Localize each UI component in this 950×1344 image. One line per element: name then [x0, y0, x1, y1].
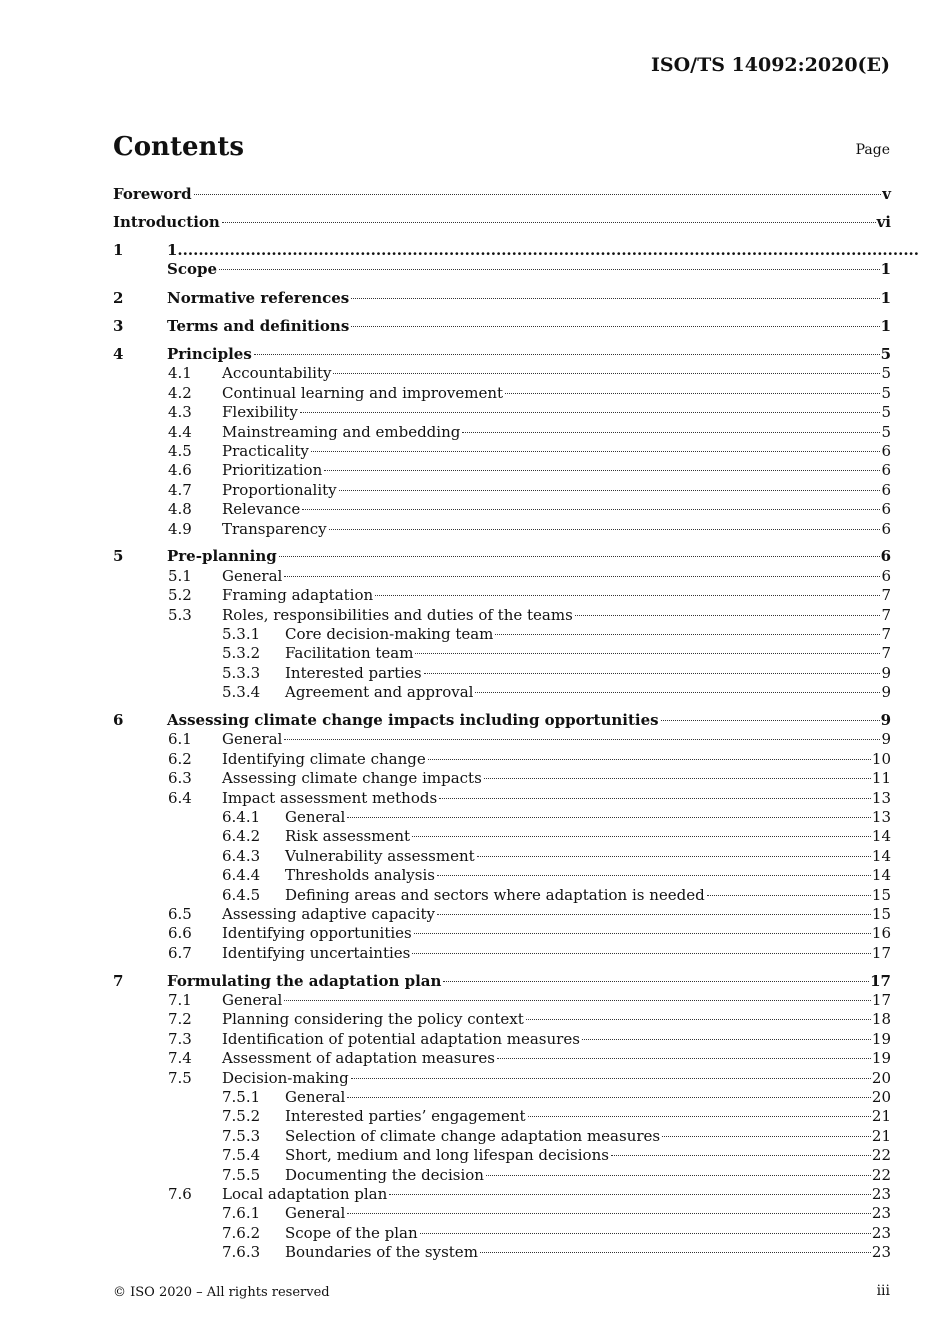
- toc-entry-title: Introduction: [113, 212, 220, 231]
- toc-entry-page: 9: [881, 663, 891, 682]
- toc-entry-page: 23: [871, 1243, 891, 1262]
- toc-entry-title: Local adaptation plan: [222, 1184, 388, 1203]
- toc-entry[interactable]: [113, 1146, 891, 1165]
- dot-leader: [389, 1193, 871, 1195]
- toc-entry-page: 19: [871, 1029, 891, 1048]
- dot-leader: [505, 392, 880, 394]
- toc-entry[interactable]: [113, 1030, 891, 1049]
- toc-entry[interactable]: [113, 924, 891, 943]
- toc-entry-number: 6.3: [168, 769, 192, 788]
- toc-entry[interactable]: [113, 1224, 891, 1243]
- toc-entry-number: 5.3.3: [222, 663, 261, 682]
- toc-entry-number: 6.6: [168, 924, 192, 943]
- toc-entry-title: Prioritization: [222, 461, 323, 480]
- toc-entry-page: 13: [871, 808, 891, 827]
- toc-entry-page: 9: [880, 711, 891, 730]
- toc-entry-number: 7.6: [168, 1184, 192, 1203]
- toc-entry-number: 7.5.5: [222, 1165, 261, 1184]
- toc-entry-title: Transparency: [222, 519, 327, 538]
- dot-leader: [526, 1018, 871, 1020]
- toc-entry[interactable]: [113, 1185, 891, 1204]
- toc-entry-page: 23: [871, 1184, 891, 1203]
- toc-entry-page: 23: [871, 1223, 891, 1242]
- document-code: ISO/TS 14092:2020(E): [650, 54, 890, 76]
- toc-entry-title: Documenting the decision: [285, 1165, 484, 1184]
- toc-entry-page: 22: [871, 1165, 891, 1184]
- toc-entry-number: 4.1: [168, 364, 192, 383]
- dot-leader: [347, 816, 871, 818]
- toc-entry[interactable]: [113, 317, 891, 336]
- toc-entry[interactable]: [113, 664, 891, 683]
- dot-leader: [351, 297, 879, 299]
- dot-leader: [437, 874, 871, 876]
- toc-entry-page: 6: [881, 519, 891, 538]
- toc-entry[interactable]: [113, 1107, 891, 1126]
- toc-entry-title: Roles, responsibilities and duties of the teams: [222, 605, 573, 624]
- toc-entry[interactable]: [113, 991, 891, 1010]
- toc-entry-number: 7.4: [168, 1049, 192, 1068]
- toc-entry[interactable]: [113, 972, 891, 991]
- toc-entry-title: Impact assessment methods: [222, 788, 438, 807]
- toc-entry-page: 6: [881, 442, 891, 461]
- toc-entry-title: Facilitation team: [285, 644, 414, 663]
- dot-leader: [428, 758, 871, 760]
- toc-entry-page: 10: [871, 749, 891, 768]
- toc-entry-number: 4.8: [168, 500, 192, 519]
- footer-copyright: © ISO 2020 – All rights reserved: [113, 1285, 330, 1300]
- page-column-label: Page: [855, 142, 890, 158]
- toc-entry[interactable]: [113, 789, 891, 808]
- dot-leader: [302, 508, 880, 510]
- toc-entry-page: vi: [876, 212, 891, 231]
- toc-entry-page: 17: [871, 943, 891, 962]
- toc-entry-page: 20: [871, 1068, 891, 1087]
- toc-entry-title: Thresholds analysis: [285, 866, 435, 885]
- toc-entry[interactable]: [113, 808, 891, 827]
- dot-leader: [707, 894, 871, 896]
- dot-leader: [611, 1154, 871, 1156]
- toc-entry-number: 6.4: [168, 788, 192, 807]
- dot-leader: [284, 575, 880, 577]
- toc-entry-title: Identifying uncertainties: [222, 943, 411, 962]
- toc-entry-title: Flexibility: [222, 403, 298, 422]
- dot-leader: [329, 528, 881, 530]
- dot-leader: [443, 980, 869, 982]
- toc-entry-title: Identifying climate change: [222, 749, 426, 768]
- dot-leader: [351, 1077, 871, 1079]
- toc-entry-page: 1: [880, 317, 891, 336]
- toc-entry[interactable]: [113, 644, 891, 663]
- toc-entry[interactable]: [113, 944, 891, 963]
- dot-leader: [412, 952, 871, 954]
- toc-entry[interactable]: [113, 500, 891, 519]
- toc-entry[interactable]: [113, 1243, 891, 1262]
- toc-entry[interactable]: [113, 345, 891, 364]
- dot-leader: [462, 431, 880, 433]
- toc-entry-title: Continual learning and improvement: [222, 383, 504, 402]
- footer-page-number: iii: [876, 1283, 890, 1299]
- toc-entry-number: 5.2: [168, 586, 192, 605]
- toc-entry[interactable]: [113, 1088, 891, 1107]
- toc-entry[interactable]: [113, 586, 891, 605]
- toc-entry-page: 23: [871, 1204, 891, 1223]
- toc-entry-page: 21: [871, 1126, 891, 1145]
- dot-leader: [194, 193, 882, 195]
- toc-entry-title: General: [285, 808, 346, 827]
- dot-leader: [582, 1038, 871, 1040]
- toc-entry-number: 4.6: [168, 461, 192, 480]
- toc-entry-page: 1: [880, 260, 891, 279]
- toc-entry[interactable]: [113, 730, 891, 749]
- toc-entry-page: 6: [881, 461, 891, 480]
- toc-entry-page: 7: [881, 586, 891, 605]
- toc-entry-page: 1: [880, 289, 891, 308]
- toc-entry-page: 5: [881, 364, 891, 383]
- dot-leader: [222, 221, 876, 223]
- toc-entry[interactable]: [113, 423, 891, 442]
- toc-entry-title: Pre-planning: [167, 547, 277, 566]
- toc-entry-page: 22: [871, 1146, 891, 1165]
- toc-entry-page: 6: [881, 480, 891, 499]
- toc-entry-title: Assessment of adaptation measures: [222, 1049, 495, 1068]
- toc-entry-title: Foreword: [113, 185, 192, 203]
- toc-entry-number: 5.3.4: [222, 683, 261, 702]
- toc-entry-number: 7.3: [168, 1029, 192, 1048]
- toc-entry[interactable]: [113, 567, 891, 586]
- toc-entry-title: Vulnerability assessment: [285, 846, 475, 865]
- toc-entry-foreword[interactable]: [113, 185, 891, 204]
- toc-entry-page: 14: [871, 827, 891, 846]
- dot-leader: [484, 777, 871, 779]
- toc-entry[interactable]: [113, 1204, 891, 1223]
- toc-entry-title: Scope of the plan: [285, 1223, 418, 1242]
- dot-leader: [254, 353, 880, 355]
- dot-leader: [486, 1174, 871, 1176]
- toc-entry-number: 5.3: [168, 605, 192, 624]
- toc-entry-number: 2: [113, 289, 124, 308]
- dot-leader: [475, 691, 880, 693]
- toc-entry-number: 4.9: [168, 519, 192, 538]
- toc-entry[interactable]: [113, 384, 891, 403]
- dot-leader: [497, 1057, 871, 1059]
- toc-entry[interactable]: [113, 461, 891, 480]
- toc-entry[interactable]: [113, 905, 891, 924]
- toc-entry-title: Normative references: [167, 289, 350, 308]
- toc-entry-number: 4.2: [168, 383, 192, 402]
- toc-entry-number: 5.1: [168, 566, 192, 585]
- toc-entry-title: Selection of climate change adaptation measures: [285, 1126, 661, 1145]
- toc-entry-title: Terms and definitions: [167, 317, 350, 336]
- toc-entry-title: General: [222, 991, 283, 1010]
- toc-entry-title: Risk assessment: [285, 827, 411, 846]
- toc-entry-number: 4: [113, 345, 124, 364]
- toc-entry[interactable]: [113, 403, 891, 422]
- toc-entry[interactable]: [113, 481, 891, 500]
- toc-entry-page: 6: [881, 566, 891, 585]
- toc-entry[interactable]: [113, 886, 891, 905]
- toc-entry-page: 16: [871, 924, 891, 943]
- toc-entry-number: 6.4.2: [222, 827, 261, 846]
- toc-entry-number: 4.5: [168, 442, 192, 461]
- toc-entry-page: 11: [871, 769, 891, 788]
- dot-leader: [311, 450, 881, 452]
- toc-entry-number: 7.5.3: [222, 1126, 261, 1145]
- toc-entry-page: 5: [881, 403, 891, 422]
- toc-entry[interactable]: [113, 1010, 891, 1029]
- toc-entry-title: Assessing adaptive capacity: [222, 905, 435, 923]
- toc-entry-number: 7: [113, 971, 124, 990]
- toc-entry-page: 6: [880, 547, 891, 566]
- toc-entry-title: Identification of potential adaptation measures: [222, 1029, 580, 1048]
- toc-entry-dotted-line: 1..............................................................................................................................................: [167, 240, 919, 259]
- dot-leader: [480, 1251, 871, 1253]
- dot-leader: [495, 633, 880, 635]
- toc-entry-title: Scope: [167, 260, 218, 279]
- dot-leader: [575, 614, 881, 616]
- toc-entry-number: 5.3.1: [222, 625, 261, 644]
- toc-entry-number: 1: [113, 240, 124, 259]
- toc-entry[interactable]: [113, 364, 891, 383]
- toc-entry-number: 6.5: [168, 905, 192, 923]
- table-of-contents: [113, 185, 919, 1263]
- toc-entry[interactable]: [113, 1069, 891, 1088]
- toc-entry-title: Formulating the adaptation plan: [167, 971, 442, 990]
- toc-entry-number: 6.7: [168, 943, 192, 962]
- toc-entry[interactable]: [113, 625, 891, 644]
- toc-entry-title: Interested parties: [285, 663, 422, 682]
- dot-leader: [333, 372, 880, 374]
- toc-entry-introduction[interactable]: [113, 213, 891, 232]
- toc-entry-title: General: [222, 730, 283, 749]
- toc-entry-title: Assessing climate change impacts: [222, 769, 482, 788]
- toc-entry[interactable]: [113, 827, 891, 846]
- toc-entry-title: General: [285, 1204, 346, 1223]
- toc-entry-number: 6.2: [168, 749, 192, 768]
- toc-entry[interactable]: [113, 606, 891, 625]
- toc-entry-number: 7.6.3: [222, 1243, 261, 1262]
- toc-entry-scope[interactable]: [113, 240, 919, 281]
- toc-entry-title: General: [222, 566, 283, 585]
- toc-entry-page: 21: [871, 1107, 891, 1126]
- toc-entry-title: Decision-making: [222, 1068, 349, 1087]
- toc-entry-title: Accountability: [222, 364, 332, 383]
- toc-entry-number: 7.6.1: [222, 1204, 261, 1223]
- toc-entry[interactable]: [113, 711, 891, 730]
- dot-leader: [279, 555, 880, 557]
- toc-entry[interactable]: [113, 1127, 891, 1146]
- toc-entry-page: 9: [881, 683, 891, 702]
- toc-entry-page: 5: [880, 345, 891, 364]
- toc-entry-title: Interested parties’ engagement: [285, 1107, 526, 1126]
- toc-entry-number: 5.3.2: [222, 644, 261, 663]
- toc-entry-page: 18: [871, 1010, 891, 1029]
- toc-entry[interactable]: [113, 442, 891, 461]
- dot-leader: [412, 835, 871, 837]
- toc-entry-number: 4.3: [168, 403, 192, 422]
- dot-leader: [661, 719, 880, 721]
- toc-entry-page: 15: [871, 885, 891, 904]
- toc-entry[interactable]: [113, 289, 891, 308]
- toc-entry-title: Assessing climate change impacts including opportunities: [167, 711, 659, 730]
- toc-entry-number: 7.5.2: [222, 1107, 261, 1126]
- dot-leader: [424, 672, 881, 674]
- toc-entry[interactable]: [113, 520, 891, 539]
- toc-entry-page: 15: [871, 905, 891, 923]
- dot-leader: [420, 1232, 871, 1234]
- dot-leader: [528, 1115, 871, 1117]
- toc-entry-title: General: [285, 1088, 346, 1107]
- toc-entry-page: 7: [881, 644, 891, 663]
- dot-leader: [219, 268, 880, 270]
- toc-entry-number: 6.4.3: [222, 846, 261, 865]
- toc-entry-page: 13: [871, 788, 891, 807]
- dot-leader: [284, 999, 871, 1001]
- toc-entry-title: Boundaries of the system: [285, 1243, 478, 1262]
- dot-leader: [347, 1096, 871, 1098]
- toc-entry-number: 7.5.1: [222, 1088, 261, 1107]
- toc-entry-page: 9: [881, 730, 891, 749]
- dot-leader: [339, 489, 881, 491]
- toc-entry-page: 17: [870, 971, 891, 990]
- toc-entry-title: Short, medium and long lifespan decisions: [285, 1146, 609, 1165]
- toc-entry-page: 14: [871, 846, 891, 865]
- toc-entry-title: Core decision-making team: [285, 625, 494, 644]
- toc-entry-number: 6.4.1: [222, 808, 261, 827]
- toc-entry-title: Proportionality: [222, 480, 337, 499]
- toc-entry[interactable]: [113, 866, 891, 885]
- toc-entry[interactable]: [113, 847, 891, 866]
- toc-entry[interactable]: [113, 547, 891, 566]
- toc-entry-number: 4.7: [168, 480, 192, 499]
- toc-entry-page: 19: [871, 1049, 891, 1068]
- toc-entry-title: Mainstreaming and embedding: [222, 422, 461, 441]
- dot-leader: [439, 797, 871, 799]
- toc-entry-number: 6.4.5: [222, 885, 261, 904]
- toc-entry[interactable]: [113, 683, 891, 702]
- dot-leader: [662, 1135, 871, 1137]
- toc-entry-title: Planning considering the policy context: [222, 1010, 524, 1029]
- dot-leader: [300, 411, 881, 413]
- toc-entry-title: Practicality: [222, 442, 309, 461]
- toc-entry-number: 3: [113, 317, 124, 336]
- toc-entry-page: 5: [881, 422, 891, 441]
- toc-entry-page: 17: [871, 991, 891, 1010]
- toc-entry-title: Framing adaptation: [222, 586, 374, 605]
- toc-entry-number: 7.6.2: [222, 1223, 261, 1242]
- toc-entry-number: 7.1: [168, 991, 192, 1010]
- toc-entry-number: 6.1: [168, 730, 192, 749]
- toc-entry-page: 5: [881, 383, 891, 402]
- toc-entry-page: v: [882, 185, 891, 203]
- dot-leader: [415, 652, 880, 654]
- toc-entry-page: 20: [871, 1088, 891, 1107]
- toc-entry-number: 5: [113, 547, 124, 566]
- toc-entry-title: Identifying opportunities: [222, 924, 412, 943]
- dot-leader: [437, 913, 871, 915]
- toc-entry-number: 6: [113, 711, 124, 730]
- toc-entry-number: 7.2: [168, 1010, 192, 1029]
- dot-leader: [347, 1212, 871, 1214]
- toc-entry-page: 14: [871, 866, 891, 885]
- toc-entry-title: Relevance: [222, 500, 301, 519]
- toc-entry[interactable]: [113, 1166, 891, 1185]
- toc-entry-page: 7: [881, 605, 891, 624]
- toc-entry-title: Agreement and approval: [285, 683, 474, 702]
- toc-entry-page: 7: [881, 625, 891, 644]
- dot-leader: [351, 325, 879, 327]
- dot-leader: [414, 932, 871, 934]
- toc-entry-number: 4.4: [168, 422, 192, 441]
- dot-leader: [477, 855, 871, 857]
- toc-entry-title: Defining areas and sectors where adaptation is needed: [285, 885, 705, 904]
- toc-entry-number: 7.5.4: [222, 1146, 261, 1165]
- toc-entry-number: 7.5: [168, 1068, 192, 1087]
- toc-entry[interactable]: [113, 1049, 891, 1068]
- toc-entry[interactable]: [113, 750, 891, 769]
- dot-leader: [284, 738, 880, 740]
- dot-leader: [324, 469, 880, 471]
- toc-entry-title: Principles: [167, 345, 252, 364]
- toc-entry[interactable]: [113, 769, 891, 788]
- page-title: Contents: [113, 132, 245, 162]
- toc-entry-number: 6.4.4: [222, 866, 261, 885]
- dot-leader: [375, 594, 880, 596]
- toc-entry-page: 6: [881, 500, 891, 519]
